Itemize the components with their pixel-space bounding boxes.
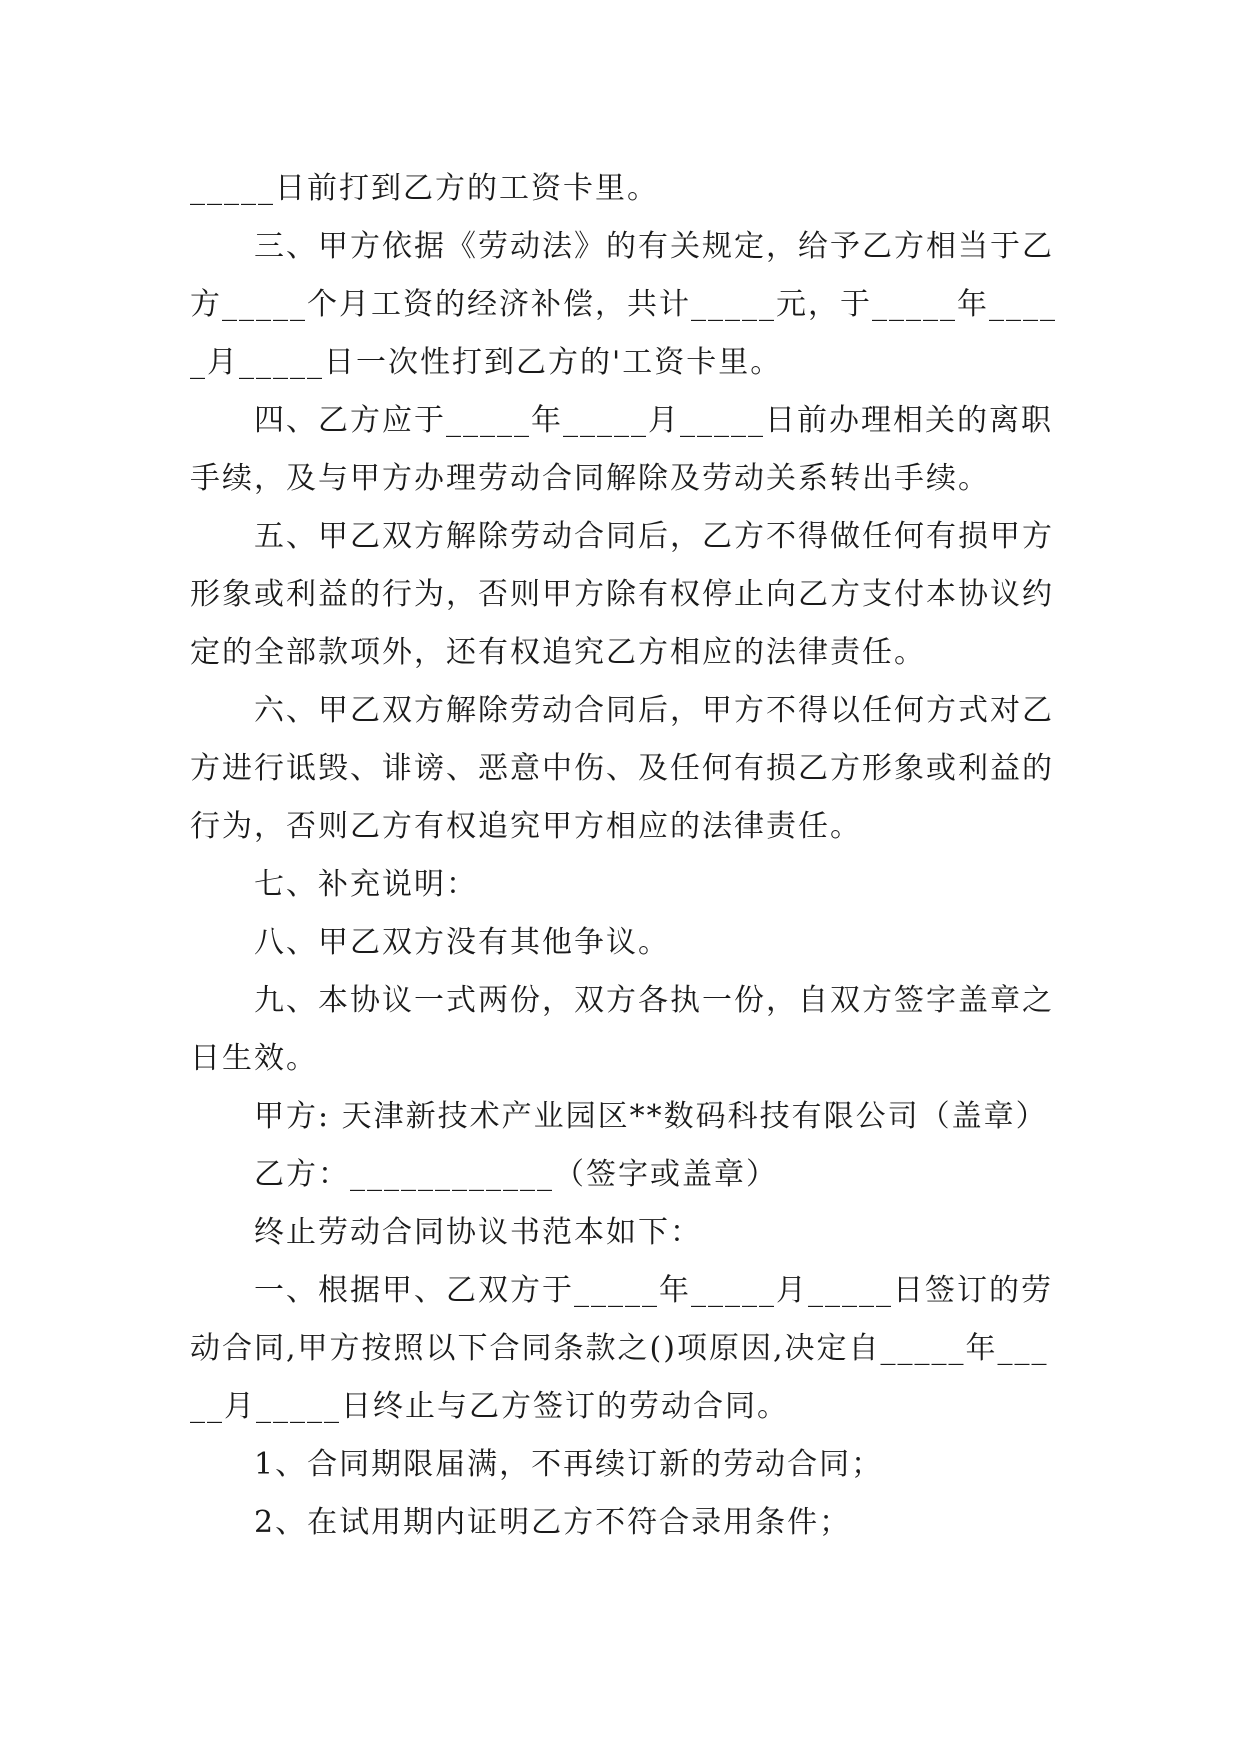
paragraph-clause-4: 四、乙方应于_____年_____月_____日前办理相关的离职手续，及与甲方办理劳动合同解除及劳动关系转出手续。 (190, 403, 1053, 496)
party-a-line: 甲方: 天津新技术产业园区**数码科技有限公司（盖章） (254, 1099, 1048, 1134)
paragraph-clause-3: 三、甲方依据《劳动法》的有关规定，给予乙方相当于乙方_____个月工资的经济补偿，共计_____元，于_____年_____月_____日一次性打到乙方的'工资卡里。 (190, 229, 1057, 380)
document-body (190, 160, 1060, 1552)
template-intro: 终止劳动合同协议书范本如下： (254, 1215, 702, 1250)
paragraph-template-clause-1: 一、根据甲、乙双方于_____年_____月_____日签订的劳动合同,甲方按照以下合同条款之()项原因,决定自_____年_____月_____日终止与乙方签订的劳动合同。 (190, 1273, 1053, 1424)
paragraph-wage-card-continuation: _____日前打到乙方的工资卡里。 (190, 171, 659, 206)
paragraph-clause-5: 五、甲乙双方解除劳动合同后，乙方不得做任何有损甲方形象或利益的行为，否则甲方除有权停止向乙方支付本协议约定的全部款项外，还有权追究乙方相应的法律责任。 (190, 519, 1054, 670)
paragraph-clause-6: 六、甲乙双方解除劳动合同后，甲方不得以任何方式对乙方进行诋毁、诽谤、恶意中伤、及任何有损乙方形象或利益的行为，否则乙方有权追究甲方相应的法律责任。 (190, 693, 1054, 844)
list-item-2: 2、在试用期内证明乙方不符合录用条件； (254, 1505, 852, 1540)
paragraph-clause-7: 七、补充说明： (254, 867, 478, 902)
party-b-line: 乙方：____________（签字或盖章） (254, 1157, 778, 1192)
list-item-1: 1、合同期限届满，不再续订新的劳动合同； (254, 1447, 884, 1482)
paragraph-clause-8: 八、甲乙双方没有其他争议。 (254, 925, 670, 960)
paragraph-clause-9: 九、本协议一式两份，双方各执一份，自双方签字盖章之日生效。 (190, 983, 1054, 1076)
